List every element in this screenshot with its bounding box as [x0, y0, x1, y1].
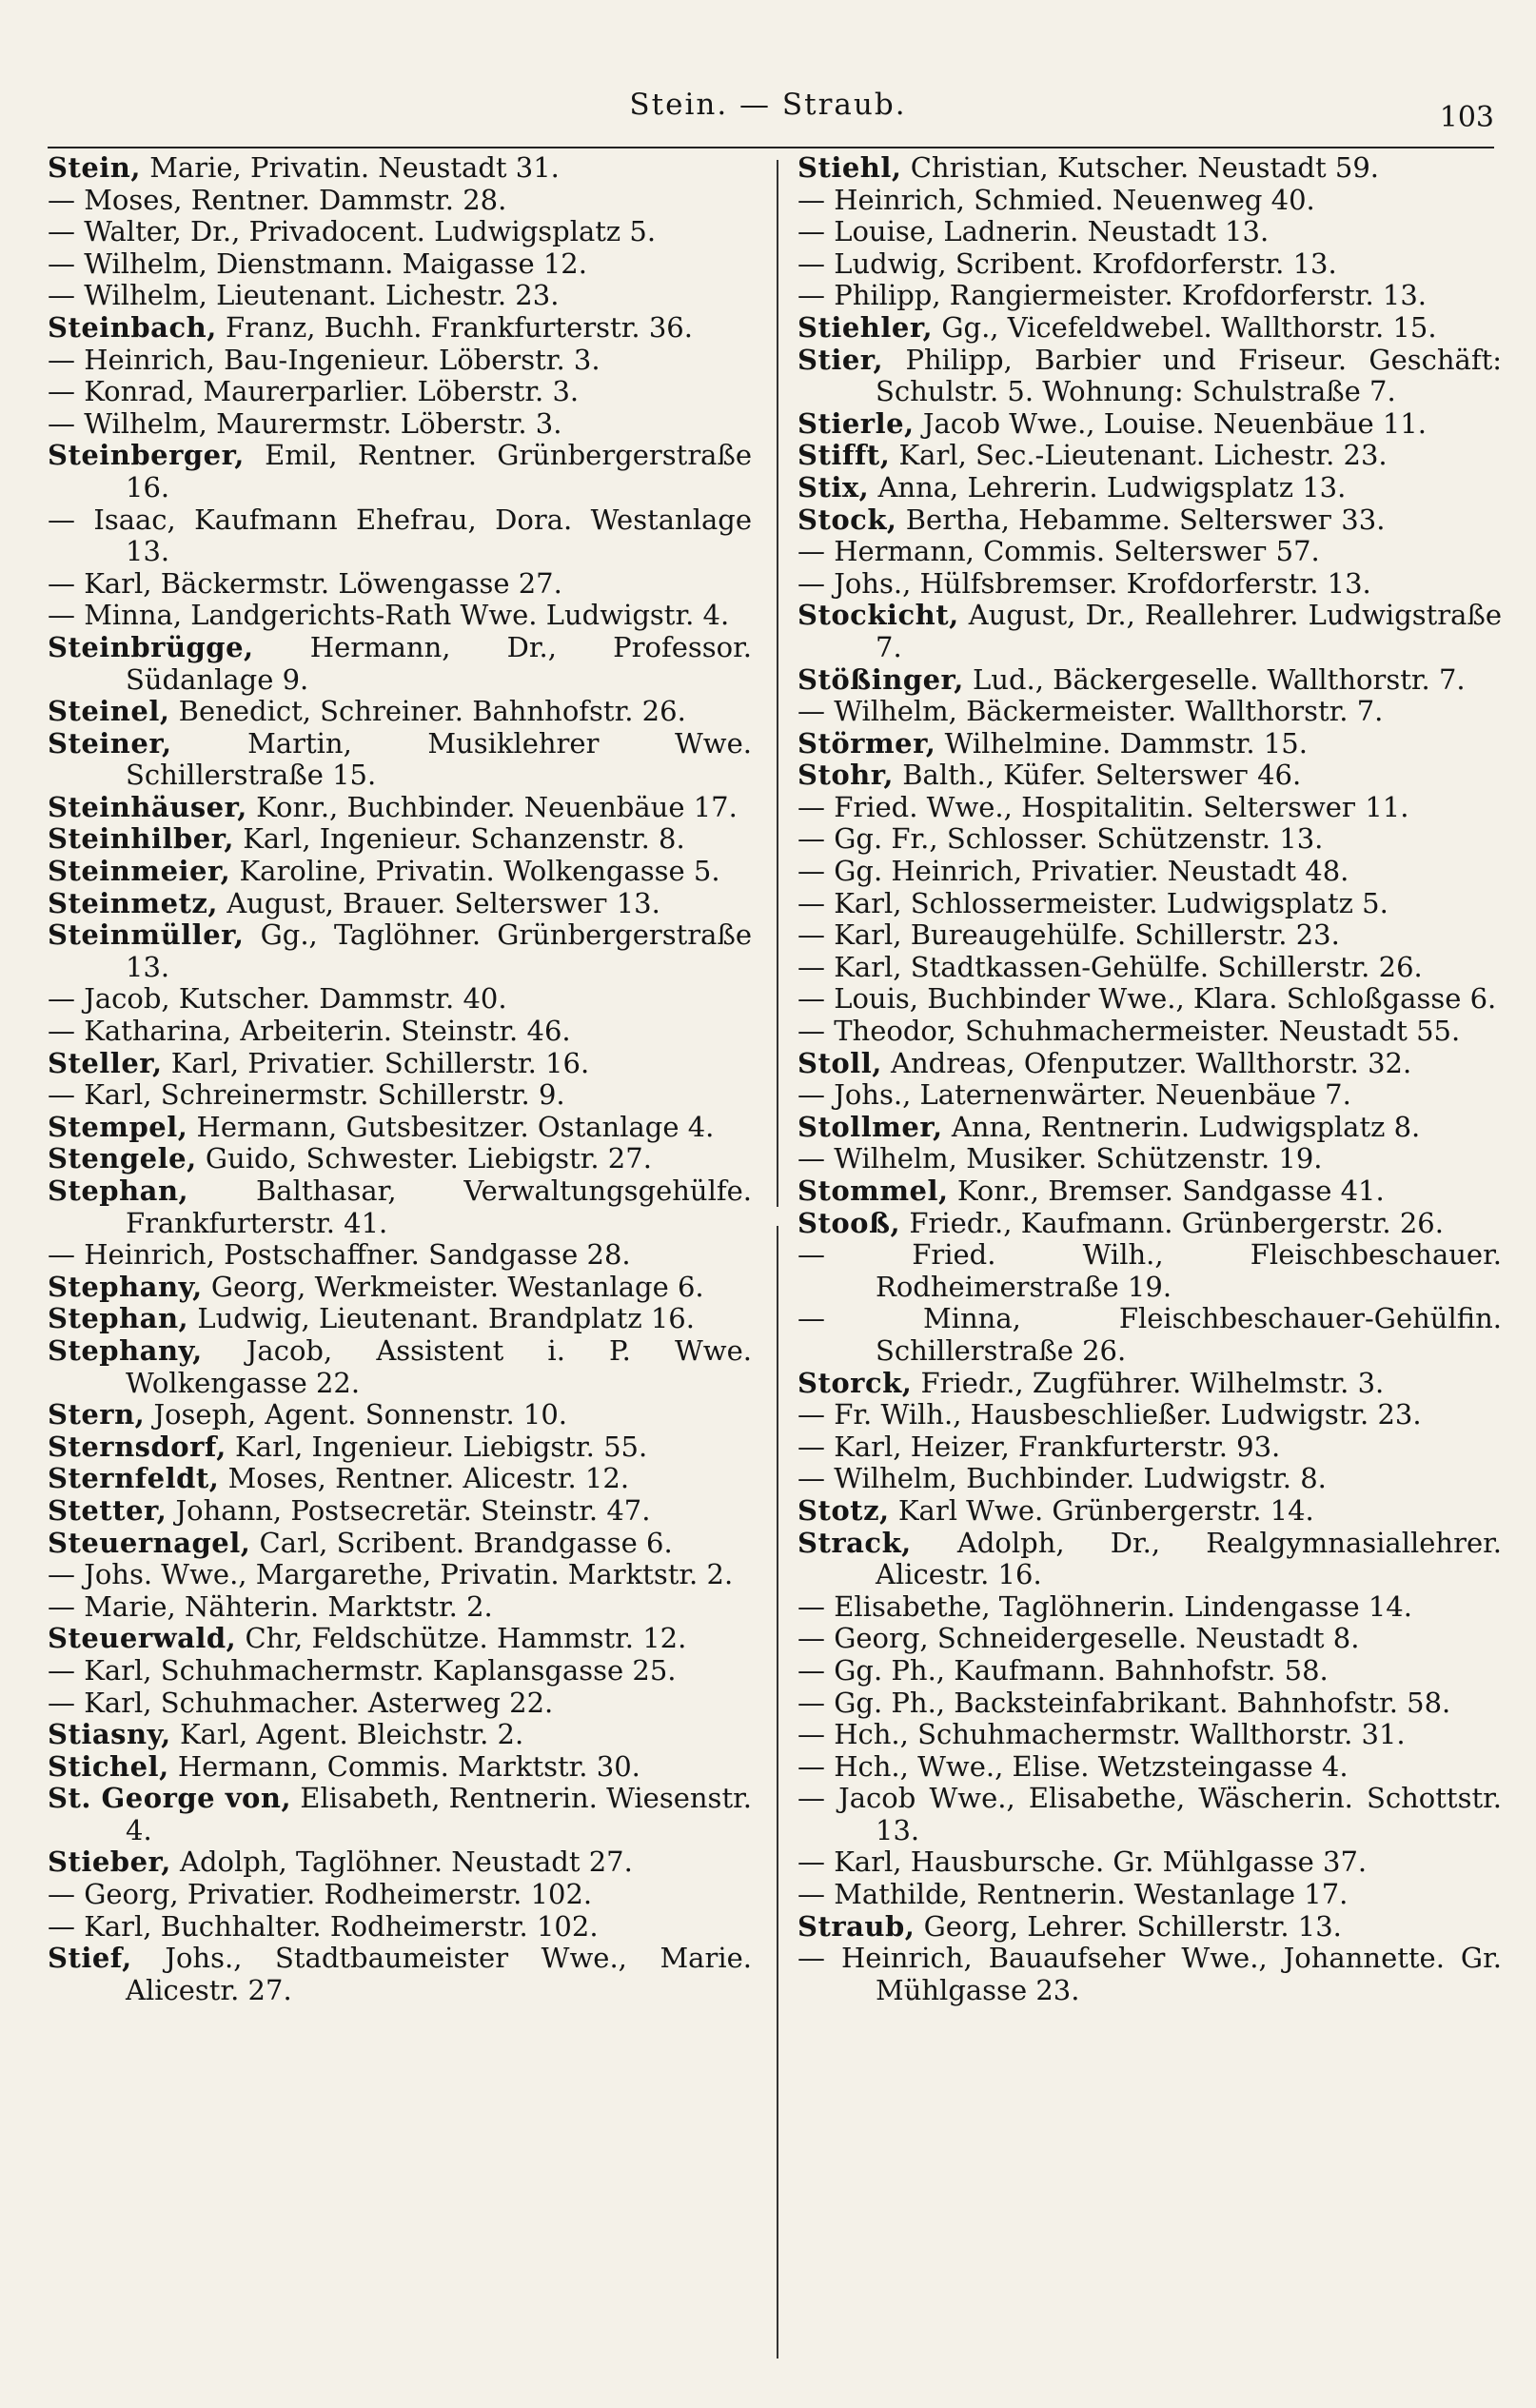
entry-details: Georg, Werkmeister. Westanlage 6. [202, 1270, 704, 1303]
entry-surname: Steiner, [48, 726, 172, 760]
directory-entry [48, 1719, 752, 1751]
entry-details: — Johs., Laternenwärter. Neuenbäue 7. [798, 1078, 1351, 1112]
entry-details: — Hch., Schuhmachermstr. Wallthorstr. 31. [798, 1718, 1406, 1751]
entry-details: Elisabeth, Rentnerin. Wiesenstr. 4. [126, 1782, 752, 1846]
directory-entry [48, 1591, 752, 1624]
directory-entry [48, 1463, 752, 1495]
directory-entry [798, 856, 1502, 888]
directory-entry [798, 1655, 1502, 1688]
entry-surname: Steuerwald, [48, 1622, 237, 1655]
directory-entry [798, 1208, 1502, 1240]
directory-entry [798, 1143, 1502, 1175]
entry-details: — Ludwig, Scribent. Krofdorferstr. 13. [798, 247, 1337, 280]
entry-surname: Stetter, [48, 1493, 167, 1527]
directory-entry [798, 664, 1502, 697]
directory-entry [798, 1846, 1502, 1879]
directory-entry [798, 760, 1502, 792]
directory-entry [798, 280, 1502, 312]
entry-details: — Louis, Buchbinder Wwe., Klara. Schloßgasse 6. [798, 982, 1497, 1016]
directory-entry [798, 1591, 1502, 1624]
entry-details: — Johs., Hülfsbremser. Krofdorferstr. 13. [798, 566, 1371, 600]
entry-details: — Heinrich, Schmied. Neuenweg 40. [798, 183, 1315, 216]
page-header [0, 88, 1536, 134]
entry-details: — Hch., Wwe., Elise. Wetzsteingasse 4. [798, 1749, 1349, 1783]
directory-entry [48, 1431, 752, 1464]
directory-entry [48, 1112, 752, 1144]
entry-details: — Heinrich, Bauaufseher Wwe., Johannette. Gr. Mühlgasse 23. [798, 1942, 1502, 2006]
entry-surname: Stieber, [48, 1845, 171, 1879]
directory-entry [48, 856, 752, 888]
entry-surname: Stephan, [48, 1302, 189, 1335]
directory-entry [48, 1751, 752, 1784]
directory-entry [798, 1079, 1502, 1112]
entry-details: Jacob, Assistent i. P. Wwe. Wolkengasse 22. [126, 1333, 752, 1399]
entry-details: Philipp, Barbier und Friseur. Geschäft: Schulstr. 5. Wohnung: Schulstraße 7. [876, 343, 1502, 408]
directory-entry [798, 983, 1502, 1016]
entry-details: Guido, Schwester. Liebigstr. 27. [196, 1142, 652, 1175]
directory-entry [798, 952, 1502, 984]
entry-details: — Karl, Bureaugehülfe. Schillerstr. 23. [798, 918, 1340, 952]
directory-entry [798, 600, 1502, 663]
entry-details: — Walter, Dr., Privadocent. Ludwigsplatz 5. [48, 215, 657, 248]
directory-entry [798, 1879, 1502, 1911]
entry-surname: Stengele, [48, 1142, 197, 1175]
directory-entry [798, 185, 1502, 217]
entry-details: Gg., Taglöhner. Grünbergerstraße 13. [126, 918, 752, 983]
entry-surname: Steinhilber, [48, 822, 235, 856]
entry-surname: Stifft, [798, 439, 891, 472]
directory-entry [48, 1303, 752, 1335]
directory-entry [798, 1688, 1502, 1720]
entry-details: Adolph, Dr., Realgymnasiallehrer. Alicestr. 16. [876, 1526, 1502, 1591]
directory-entry [798, 440, 1502, 472]
header-rule [48, 147, 1494, 148]
entry-details: Balthasar, Verwaltungsgehülfe. Frankfurterstr. 41. [126, 1174, 752, 1239]
directory-entry [48, 1783, 752, 1846]
directory-entry [48, 1655, 752, 1688]
entry-details: Karl Wwe. Grünbergerstr. 14. [889, 1493, 1314, 1527]
directory-entry [48, 1016, 752, 1048]
directory-entry [48, 408, 752, 441]
directory-entry [798, 1431, 1502, 1464]
directory-entry [48, 632, 752, 696]
directory-entry [48, 823, 752, 856]
directory-entry [48, 600, 752, 632]
entry-details: — Isaac, Kaufmann Ehefrau, Dora. Westanlage 13. [48, 503, 752, 568]
directory-entry [48, 152, 752, 185]
directory-entry [48, 280, 752, 312]
directory-entry [798, 728, 1502, 760]
directory-entry [798, 1911, 1502, 1944]
directory-entry [48, 1175, 752, 1239]
entry-details: — Fried. Wwe., Hospitalitin. Selterswег 11. [798, 790, 1409, 823]
entry-details: — Wilhelm, Maurermstr. Löberstr. 3. [48, 406, 562, 440]
entry-surname: Stierle, [798, 406, 915, 440]
entry-surname: Steinberger, [48, 439, 245, 472]
entry-details: — Heinrich, Postschaffner. Sandgasse 28. [48, 1238, 631, 1272]
directory-entry [48, 568, 752, 601]
entry-details: Karl, Privatier. Schillerstr. 16. [162, 1046, 590, 1079]
entry-details: Hermann, Dr., Professor. Südanlage 9. [126, 630, 752, 696]
entry-surname: Stix, [798, 470, 870, 503]
entry-details: Karl, Sec.-Lieutenant. Lichestr. 23. [890, 439, 1388, 472]
entry-details: Karoline, Privatin. Wolkengasse 5. [230, 855, 720, 888]
entry-surname: Stockicht, [798, 599, 959, 632]
entry-details: Hermann, Gutsbesitzer. Ostanlage 4. [187, 1110, 715, 1143]
entry-details: — Heinrich, Bau-Ingenieur. Löberstr. 3. [48, 343, 601, 376]
entry-details: — Louise, Ladnerin. Neustadt 13. [798, 215, 1270, 248]
directory-entry [48, 440, 752, 503]
entry-details: — Johs. Wwe., Margarethe, Privatin. Marktstr. 2. [48, 1558, 734, 1591]
entry-details: Benedict, Schreiner. Bahnhofstr. 26. [169, 695, 686, 728]
directory-entry [48, 1335, 752, 1399]
directory-entry [798, 1463, 1502, 1495]
entry-details: Johs., Stadtbaumeister Wwe., Marie. Alicestr. 27. [126, 1942, 752, 2006]
entry-details: — Karl, Bäckermstr. Löwengasse 27. [48, 566, 562, 600]
entry-details: — Wilhelm, Buchbinder. Ludwigstr. 8. [798, 1462, 1327, 1495]
entry-details: Carl, Scribent. Brandgasse 6. [250, 1526, 673, 1559]
entry-surname: Steinmüller, [48, 918, 245, 952]
entry-surname: Steinel, [48, 695, 170, 728]
entry-details: Friedr., Kaufmann. Grünbergerstr. 26. [900, 1206, 1444, 1239]
entry-details: Jacob Wwe., Louise. Neuenbäue 11. [914, 406, 1427, 440]
entry-surname: Stein, [48, 151, 141, 184]
directory-entry [48, 792, 752, 824]
directory-entry [48, 696, 752, 728]
entry-surname: Stern, [48, 1398, 146, 1431]
entry-surname: Steinmetz, [48, 886, 218, 919]
entry-details: Joseph, Agent. Sonnenstr. 10. [145, 1398, 568, 1431]
directory-entry [798, 1495, 1502, 1528]
directory-entry [48, 345, 752, 377]
entry-details: — Karl, Buchhalter. Rodheimerstr. 102. [48, 1909, 599, 1943]
directory-entry [48, 1272, 752, 1304]
directory-entry [48, 1528, 752, 1560]
entry-details: Lud., Bäckergeselle. Wallthorstr. 7. [963, 662, 1466, 696]
entry-details: — Wilhelm, Musiker. Schützenstr. 19. [798, 1142, 1323, 1175]
entry-details: — Karl, Heizer, Frankfurterstr. 93. [798, 1430, 1281, 1463]
directory-entry [798, 1303, 1502, 1367]
entry-details: — Theodor, Schuhmachermeister. Neustadt 55. [798, 1015, 1461, 1048]
entry-details: — Georg, Privatier. Rodheimerstr. 102. [48, 1878, 593, 1911]
entry-details: — Wilhelm, Bäckermeister. Wallthorstr. 7. [798, 695, 1384, 728]
directory-entry [798, 472, 1502, 504]
entry-details: Marie, Privatin. Neustadt 31. [141, 151, 560, 184]
directory-entry [798, 408, 1502, 441]
directory-entry [48, 216, 752, 248]
directory-entry [48, 1623, 752, 1655]
entry-surname: Sternsdorf, [48, 1430, 226, 1463]
directory-entry [48, 376, 752, 408]
entry-details: Moses, Rentner. Alicestr. 12. [219, 1462, 630, 1495]
entry-details: — Konrad, Maurerparlier. Löberstr. 3. [48, 375, 580, 408]
entry-surname: St. George von, [48, 1782, 292, 1815]
directory-entry [48, 1399, 752, 1431]
entry-details: Georg, Lehrer. Schillerstr. 13. [915, 1909, 1342, 1943]
entry-surname: Steinmeier, [48, 855, 231, 888]
entry-details: Wilhelmine. Dammstr. 15. [935, 726, 1308, 760]
directory-entry [798, 696, 1502, 728]
entry-surname: Stommel, [798, 1174, 949, 1207]
directory-entry [798, 312, 1502, 345]
entry-surname: Störmer, [798, 726, 936, 760]
entry-details: Anna, Lehrerin. Ludwigsplatz 13. [869, 470, 1347, 503]
entry-details: — Mathilde, Rentnerin. Westanlage 17. [798, 1878, 1349, 1911]
entry-details: — Wilhelm, Lieutenant. Lichestr. 23. [48, 279, 560, 312]
entry-surname: Stief, [48, 1942, 132, 1975]
entry-details: — Jacob, Kutscher. Dammstr. 40. [48, 982, 507, 1016]
entry-surname: Sternfeldt, [48, 1462, 220, 1495]
entry-details: — Karl, Schuhmachermstr. Kaplansgasse 25. [48, 1653, 677, 1687]
entry-details: — Georg, Schneidergeselle. Neustadt 8. [798, 1622, 1360, 1655]
directory-entry [48, 248, 752, 281]
entry-details: — Gg. Ph., Backsteinfabrikant. Bahnhofstr. 58. [798, 1686, 1451, 1719]
directory-entry [798, 888, 1502, 920]
entry-surname: Storck, [798, 1366, 913, 1399]
directory-entry [798, 1112, 1502, 1144]
entry-details: — Fr. Wilh., Hausbeschließer. Ludwigstr. 23. [798, 1398, 1422, 1431]
entry-surname: Stephany, [48, 1333, 203, 1367]
entry-details: Balth., Küfer. Selterswег 46. [894, 759, 1302, 792]
entry-details: Chr, Feldschütze. Hammstr. 12. [236, 1622, 687, 1655]
directory-entry [798, 919, 1502, 952]
entry-surname: Stichel, [48, 1749, 169, 1783]
entry-details: Franz, Buchh. Frankfurterstr. 36. [216, 310, 693, 344]
entry-details: Hermann, Commis. Marktstr. 30. [168, 1749, 640, 1783]
entry-details: — Karl, Schreinermstr. Schillerstr. 9. [48, 1078, 565, 1112]
entry-details: — Jacob Wwe., Elisabethe, Wäscherin. Schottstr. 13. [798, 1782, 1502, 1846]
directory-entry [798, 1528, 1502, 1591]
entry-details: — Katharina, Arbeiterin. Steinstr. 46. [48, 1015, 571, 1048]
entry-details: Bertha, Hebamme. Selterswег 33. [896, 503, 1386, 536]
directory-entry [798, 345, 1502, 408]
directory-entry [48, 888, 752, 920]
directory-entry [48, 1495, 752, 1528]
entry-surname: Stooß, [798, 1206, 901, 1239]
directory-entry [798, 1751, 1502, 1784]
entry-details: Karl, Ingenieur. Liebigstr. 55. [226, 1430, 648, 1463]
directory-entry [48, 728, 752, 792]
left-column [48, 152, 752, 2006]
entry-details: Karl, Ingenieur. Schanzenstr. 8. [234, 822, 685, 856]
entry-details: Adolph, Taglöhner. Neustadt 27. [170, 1845, 633, 1879]
entry-details: Christian, Kutscher. Neustadt 59. [901, 151, 1379, 184]
entry-details: Konr., Buchbinder. Neuenbäue 17. [246, 790, 738, 823]
entry-surname: Straub, [798, 1909, 916, 1943]
directory-entry [798, 536, 1502, 568]
directory-entry [48, 1879, 752, 1911]
directory-entry [798, 1623, 1502, 1655]
directory-entry [48, 1079, 752, 1112]
entry-details: Friedr., Zugführer. Wilhelmstr. 3. [912, 1366, 1385, 1399]
directory-entry [798, 1175, 1502, 1208]
entry-surname: Steinhäuser, [48, 790, 247, 823]
directory-entry [798, 1943, 1502, 2006]
directory-entry [798, 1368, 1502, 1400]
directory-entry [798, 216, 1502, 248]
entry-surname: Steller, [48, 1046, 163, 1079]
directory-entry [48, 1688, 752, 1720]
directory-entry [48, 1239, 752, 1272]
directory-entry [48, 185, 752, 217]
entry-surname: Stock, [798, 503, 897, 536]
directory-entry [798, 1048, 1502, 1080]
directory-entry [798, 1783, 1502, 1846]
directory-entry [48, 919, 752, 983]
entry-details: Ludwig, Lieutenant. Brandplatz 16. [188, 1302, 695, 1335]
entry-surname: Steinbach, [48, 310, 217, 344]
entry-surname: Stephan, [48, 1174, 189, 1207]
entry-surname: Stiehl, [798, 151, 902, 184]
entry-surname: Stempel, [48, 1110, 188, 1143]
directory-entry [48, 1559, 752, 1591]
directory-entry [798, 1239, 1502, 1303]
entry-surname: Stephany, [48, 1270, 203, 1303]
entry-details: — Fried. Wilh., Fleischbeschauer. Rodheimerstraße 19. [798, 1238, 1502, 1303]
entry-details: — Elisabethe, Taglöhnerin. Lindengasse 14. [798, 1589, 1412, 1623]
directory-entry [798, 568, 1502, 601]
entry-details: Karl, Agent. Bleichstr. 2. [170, 1718, 524, 1751]
entry-details: — Minna, Landgerichts-Rath Wwe. Ludwigstr. 4. [48, 599, 730, 632]
directory-entry [798, 1399, 1502, 1431]
entry-details: August, Brauer. Selterswег 13. [218, 886, 660, 919]
entry-surname: Stotz, [798, 1493, 890, 1527]
directory-entry [48, 312, 752, 345]
entry-surname: Steuernagel, [48, 1526, 251, 1559]
entry-details: — Gg. Fr., Schlosser. Schützenstr. 13. [798, 822, 1324, 856]
directory-entry [48, 1846, 752, 1879]
entry-details: — Moses, Rentner. Dammstr. 28. [48, 183, 507, 216]
entry-details: August, Dr., Reallehrer. Ludwigstraße 7. [876, 599, 1502, 663]
entry-surname: Stoll, [798, 1046, 882, 1079]
entry-details: — Minna, Fleischbeschauer-Gehülfin. Schillerstraße 26. [798, 1302, 1502, 1367]
directory-entry [798, 504, 1502, 537]
entry-details: — Gg. Heinrich, Privatier. Neustadt 48. [798, 855, 1349, 888]
entry-surname: Stiehler, [798, 310, 934, 344]
entry-details: Johann, Postsecretär. Steinstr. 47. [167, 1493, 651, 1527]
entry-details: — Hermann, Commis. Selterswег 57. [798, 535, 1320, 568]
entry-surname: Stiasny, [48, 1718, 171, 1751]
entry-details: — Marie, Nähterin. Marktstr. 2. [48, 1589, 493, 1623]
entry-details: — Philipp, Rangiermeister. Krofdorferstr. 13. [798, 279, 1428, 312]
right-column [798, 152, 1502, 2006]
entry-details: Anna, Rentnerin. Ludwigsplatz 8. [942, 1110, 1421, 1143]
page-number: 103 [1439, 101, 1494, 134]
entry-details: — Wilhelm, Dienstmann. Maigasse 12. [48, 247, 587, 280]
directory-entry [48, 1048, 752, 1080]
directory-entry [48, 1943, 752, 2006]
column-divider-top [777, 160, 778, 1207]
directory-entry [798, 823, 1502, 856]
entry-details: Andreas, Ofenputzer. Wallthorstr. 32. [881, 1046, 1412, 1079]
directory-entry [798, 152, 1502, 185]
entry-details: Martin, Musiklehrer Wwe. Schillerstraße 15. [126, 726, 752, 792]
entry-details: — Gg. Ph., Kaufmann. Bahnhofstr. 58. [798, 1653, 1329, 1687]
directory-entry [798, 792, 1502, 824]
running-title: Stein. — Straub. [629, 88, 907, 122]
directory-entry [798, 1719, 1502, 1751]
entry-details: — Karl, Hausbursche. Gr. Mühlgasse 37. [798, 1845, 1368, 1879]
directory-entry [798, 248, 1502, 281]
entry-details: — Karl, Schuhmacher. Asterweg 22. [48, 1686, 554, 1719]
entry-details: Gg., Vicefeldwebel. Wallthorstr. 15. [933, 310, 1437, 344]
entry-surname: Strack, [798, 1526, 912, 1559]
directory-entry [48, 983, 752, 1016]
directory-entry [48, 1911, 752, 1944]
entry-surname: Stößinger, [798, 662, 964, 696]
directory-entry [48, 1143, 752, 1175]
entry-surname: Stier, [798, 343, 884, 376]
entry-surname: Steinbrügge, [48, 630, 254, 663]
directory-entry [48, 504, 752, 568]
column-divider-bottom [777, 1226, 778, 2359]
entry-details: — Karl, Stadtkassen-Gehülfe. Schillerstr. 26. [798, 950, 1423, 983]
entry-details: — Karl, Schlossermeister. Ludwigsplatz 5. [798, 886, 1388, 919]
entry-details: Konr., Bremser. Sandgasse 41. [948, 1174, 1385, 1207]
entry-details: Emil, Rentner. Grünbergerstraße 16. [126, 439, 752, 503]
entry-surname: Stohr, [798, 759, 895, 792]
entry-surname: Stollmer, [798, 1110, 943, 1143]
directory-entry [798, 1016, 1502, 1048]
